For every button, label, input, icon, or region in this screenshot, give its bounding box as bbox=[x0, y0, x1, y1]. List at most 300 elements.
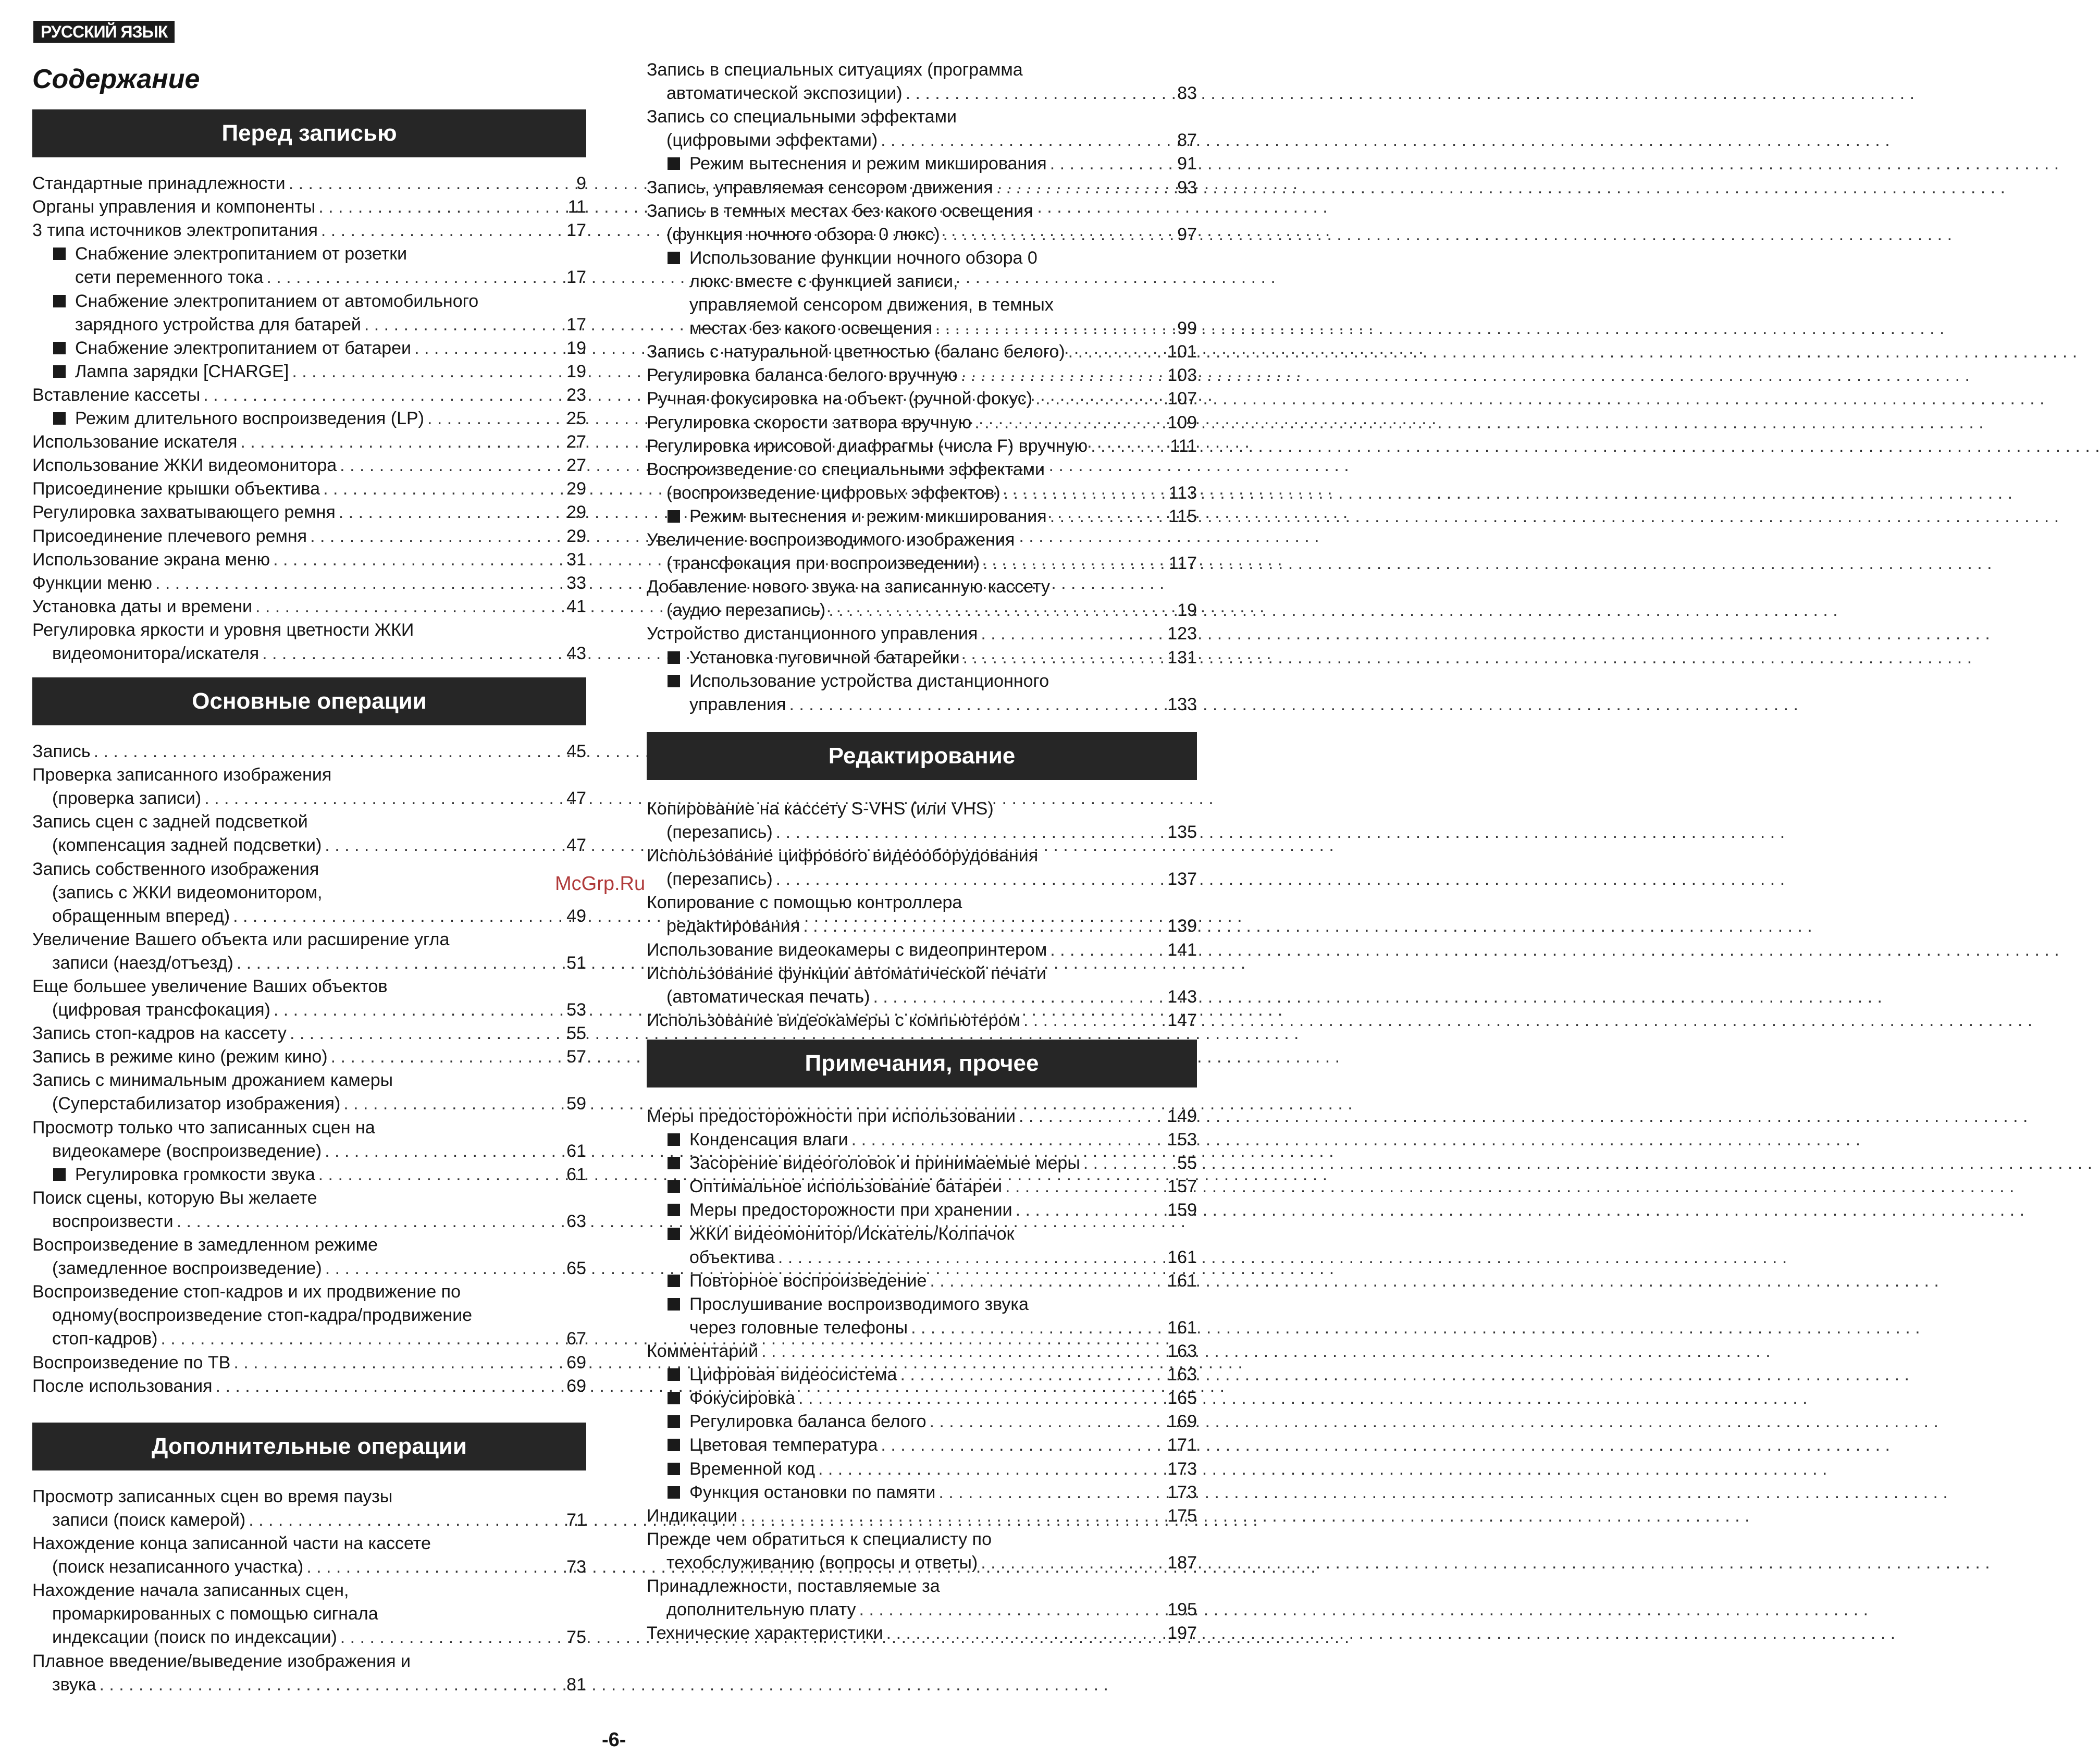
page-ref: 131 bbox=[1167, 647, 1197, 668]
bullet-square-icon bbox=[668, 1368, 680, 1381]
bullet-square-icon bbox=[668, 675, 680, 687]
dot-leader bbox=[1004, 481, 1166, 505]
page-ref: 165 bbox=[1167, 1388, 1197, 1408]
entry-text: Нахождение начала записанных сцен, bbox=[32, 1580, 349, 1601]
entry-text: Использование устройства дистанционного bbox=[689, 671, 1049, 691]
toc-entry bbox=[647, 575, 1197, 622]
toc-entry bbox=[32, 1351, 586, 1375]
toc-entry bbox=[647, 646, 1197, 670]
page-ref: 99 bbox=[1177, 318, 1197, 338]
dot-leader bbox=[911, 1316, 1164, 1340]
toc-entry bbox=[32, 430, 586, 454]
entry-text: Принадлежности, поставляемые за bbox=[647, 1576, 940, 1596]
dot-leader bbox=[851, 1128, 1165, 1152]
bullet-square-icon bbox=[668, 651, 680, 664]
dot-leader bbox=[340, 1626, 558, 1649]
toc-entry bbox=[32, 337, 586, 360]
page-ref: 53 bbox=[566, 1000, 586, 1020]
toc-entry bbox=[647, 670, 1197, 716]
entry-text: (цифровая трансфокация) bbox=[52, 1000, 270, 1020]
entry-text: (поиск незаписанного участка) bbox=[52, 1557, 304, 1577]
toc-entry bbox=[32, 1116, 586, 1163]
entry-text: Снабжение электропитанием от розетки bbox=[75, 244, 407, 264]
dot-leader bbox=[818, 1457, 1164, 1481]
dot-leader bbox=[761, 1340, 1164, 1363]
page-ref: 65 bbox=[566, 1258, 586, 1279]
bullet-square-icon bbox=[668, 1392, 680, 1404]
page-ref: 11 bbox=[567, 197, 586, 217]
dot-leader bbox=[340, 454, 558, 477]
page-ref: 23 bbox=[566, 385, 586, 405]
dot-leader bbox=[325, 1257, 558, 1280]
page-ref: 51 bbox=[566, 953, 586, 973]
entry-text: Увеличение воспроизводимого изображения bbox=[647, 530, 1015, 550]
page-ref: 29 bbox=[566, 479, 586, 499]
dot-leader bbox=[963, 646, 1165, 670]
entry-text: Увеличение Вашего объекта или расширение угла bbox=[32, 929, 450, 949]
page-number: -6- bbox=[602, 1729, 626, 1751]
dot-leader bbox=[789, 693, 1164, 716]
toc-entry bbox=[647, 411, 1197, 435]
entry-text: Добавление нового звука на записанную кассету bbox=[647, 577, 1050, 597]
dot-leader bbox=[981, 622, 1164, 646]
entry-text: Воспроизведение по ТВ bbox=[32, 1352, 231, 1373]
bullet-square-icon bbox=[668, 1133, 680, 1146]
entry-text: управляемой сенсором движения, в темных bbox=[689, 294, 1054, 315]
entry-text: Прежде чем обратиться к специалисту по bbox=[647, 1529, 992, 1549]
page-ref: 87 bbox=[1177, 130, 1197, 151]
entry-text: Запись стоп-кадров на кассету bbox=[32, 1023, 287, 1044]
toc-entry bbox=[647, 105, 1197, 152]
toc-entry bbox=[32, 195, 586, 219]
toc-entry bbox=[647, 1504, 1197, 1528]
entry-text: Запись собственного изображения bbox=[32, 859, 319, 879]
entry-text: Еще большее увеличение Ваших объектов bbox=[32, 977, 388, 996]
bullet-square-icon bbox=[53, 1168, 66, 1181]
bullet-square-icon bbox=[668, 1463, 680, 1475]
toc-entry bbox=[647, 1152, 1197, 1175]
toc-entry bbox=[32, 1280, 586, 1351]
toc-entry bbox=[32, 595, 586, 619]
page-ref: 47 bbox=[566, 788, 586, 809]
entry-text: Использование видеокамеры с компьютером bbox=[647, 1010, 1020, 1030]
entry-text: Воспроизведение в замедленном режиме bbox=[32, 1235, 378, 1255]
dot-leader bbox=[938, 1481, 1164, 1504]
entry-text: Функции меню bbox=[32, 573, 152, 593]
toc-entry bbox=[32, 172, 586, 195]
entry-text: через головные телефоны bbox=[689, 1317, 908, 1338]
entry-text: Устройство дистанционного управления bbox=[647, 624, 978, 644]
toc-entry bbox=[647, 364, 1197, 387]
entry-text: (замедленное воспроизведение) bbox=[52, 1258, 322, 1279]
page-ref: 43 bbox=[566, 643, 586, 663]
entry-text: Запись в темных местах без какого освещения bbox=[647, 201, 1033, 221]
page-ref: 41 bbox=[566, 596, 586, 616]
entry-text: Использование ЖКИ видеомонитора bbox=[32, 455, 337, 476]
page-ref: 153 bbox=[1167, 1130, 1197, 1150]
entry-text: Меры предосторожности при использовании bbox=[647, 1106, 1016, 1126]
dot-leader bbox=[1005, 1175, 1164, 1198]
page-ref: 61 bbox=[566, 1141, 586, 1161]
dot-leader bbox=[881, 1433, 1164, 1457]
entry-text: Запись в специальных ситуациях (программа bbox=[647, 60, 1023, 80]
entry-text: Регулировка яркости и уровня цветности ЖКИ bbox=[32, 620, 414, 640]
page-ref: 135 bbox=[1167, 822, 1197, 842]
dot-leader bbox=[996, 176, 1169, 200]
section-header: Дополнительные операции bbox=[32, 1423, 586, 1470]
dot-leader bbox=[318, 195, 558, 219]
dot-leader bbox=[778, 1246, 1164, 1269]
dot-leader bbox=[318, 1163, 558, 1187]
entry-text: 3 типа источников электропитания bbox=[32, 220, 318, 241]
dot-leader bbox=[364, 313, 558, 337]
page-ref: 147 bbox=[1167, 1010, 1197, 1030]
dot-leader bbox=[266, 266, 558, 289]
page-ref: 73 bbox=[566, 1557, 586, 1577]
dot-leader bbox=[881, 129, 1169, 152]
entry-text: Режим вытеснения и режим микширования bbox=[689, 154, 1047, 174]
entry-text: (автоматическая печать) bbox=[666, 986, 870, 1007]
bullet-square-icon bbox=[53, 365, 66, 378]
toc-entry bbox=[32, 477, 586, 501]
entry-text: (аудио перезапись) bbox=[666, 600, 826, 621]
entry-text: Лампа зарядки [CHARGE] bbox=[75, 361, 289, 381]
bullet-square-icon bbox=[53, 248, 66, 260]
entry-text: промаркированных с помощью сигнала bbox=[52, 1604, 378, 1624]
page-ref: 29 bbox=[566, 502, 586, 523]
page-ref: 19 bbox=[566, 361, 586, 381]
entry-text: Цветовая температура bbox=[689, 1435, 878, 1455]
entry-text: обращенным вперед) bbox=[52, 906, 230, 926]
page-ref: 103 bbox=[1167, 365, 1197, 386]
dot-leader bbox=[803, 914, 1164, 938]
dot-leader bbox=[798, 1387, 1164, 1410]
dot-leader bbox=[1050, 152, 1169, 176]
entry-text: видеокамере (воспроизведение) bbox=[52, 1141, 322, 1161]
dot-leader bbox=[981, 1551, 1164, 1575]
entry-text: Воспроизведение со специальными эффектами bbox=[647, 459, 1045, 479]
toc-entry bbox=[647, 528, 1197, 575]
bullet-square-icon bbox=[668, 157, 680, 170]
entry-text: ЖКИ видеомонитор/Искатель/Колпачок bbox=[689, 1223, 1015, 1244]
dot-leader bbox=[289, 172, 558, 195]
dot-leader bbox=[776, 821, 1165, 844]
entry-text: Поиск сцены, которую Вы желаете bbox=[32, 1188, 317, 1208]
entry-text: Регулировка баланса белого вручную bbox=[647, 365, 958, 386]
bullet-square-icon bbox=[668, 1275, 680, 1287]
page-ref: 81 bbox=[566, 1674, 586, 1695]
entry-text: Запись в режиме кино (режим кино) bbox=[32, 1047, 328, 1067]
dot-leader bbox=[325, 834, 558, 857]
bullet-square-icon bbox=[53, 342, 66, 354]
toc-entry bbox=[647, 340, 1197, 364]
entry-text: Режим вытеснения и режим микширования bbox=[689, 506, 1047, 526]
dot-leader bbox=[961, 364, 1165, 387]
page-title: Содержание bbox=[32, 64, 200, 94]
entry-text: Регулировка ирисовой диафрагмы (числа F) вручную bbox=[647, 436, 1088, 456]
page-ref: 113 bbox=[1168, 483, 1197, 503]
page-ref: 47 bbox=[566, 835, 586, 856]
page-ref: 29 bbox=[566, 526, 586, 546]
toc-entry bbox=[647, 1410, 1197, 1433]
entry-text: (трансфокация при воспроизведении) bbox=[666, 553, 980, 573]
page-ref: 69 bbox=[566, 1376, 586, 1396]
dot-leader bbox=[216, 1375, 558, 1398]
entry-text: техобслуживанию (вопросы и ответы) bbox=[666, 1552, 978, 1573]
toc-entry bbox=[32, 1485, 586, 1532]
entry-text: Цифровая видеосистема bbox=[689, 1365, 897, 1385]
dot-leader bbox=[974, 411, 1164, 435]
dot-leader bbox=[935, 317, 1169, 340]
page-ref: 83 bbox=[1177, 83, 1197, 103]
page-ref: 17 bbox=[566, 267, 586, 288]
entry-text: Присоединение крышки объектива bbox=[32, 479, 320, 499]
dot-leader bbox=[255, 595, 558, 619]
toc-entry bbox=[32, 572, 586, 595]
page-ref: 9 bbox=[576, 174, 586, 193]
entry-text: одному(воспроизведение стоп-кадра/продвижение bbox=[52, 1305, 473, 1326]
entry-text: управления bbox=[689, 694, 786, 714]
dot-leader bbox=[274, 998, 558, 1022]
page-ref: 59 bbox=[566, 1094, 586, 1114]
toc-entry bbox=[647, 938, 1197, 962]
toc-entry bbox=[32, 1650, 586, 1697]
page-ref: 115 bbox=[1168, 506, 1197, 526]
entry-text: Копирование на кассету S-VHS (или VHS) bbox=[647, 799, 994, 819]
dot-leader bbox=[1019, 1105, 1164, 1128]
dot-leader bbox=[306, 1555, 558, 1579]
dot-leader bbox=[943, 223, 1169, 246]
toc-entry bbox=[32, 1579, 586, 1649]
toc-entry bbox=[32, 975, 586, 1022]
entry-text: Копирование с помощью контроллера bbox=[647, 893, 962, 913]
dot-leader bbox=[1050, 505, 1166, 528]
toc-entry bbox=[32, 219, 586, 242]
dot-leader bbox=[237, 951, 558, 975]
page-ref: 159 bbox=[1167, 1200, 1197, 1220]
page-ref: 161 bbox=[1167, 1247, 1197, 1267]
section-header: Примечания, прочее bbox=[647, 1040, 1197, 1087]
toc-entry bbox=[647, 844, 1197, 891]
entry-text: местах без какого освещения bbox=[689, 318, 933, 338]
page-ref: 63 bbox=[566, 1211, 586, 1231]
toc-entry bbox=[32, 1045, 586, 1069]
dot-leader bbox=[1023, 1009, 1164, 1032]
entry-text: видеомонитора/искателя bbox=[52, 643, 260, 663]
page-ref: 93 bbox=[1177, 177, 1197, 197]
entry-text: Оптимальное использование батареи bbox=[689, 1177, 1003, 1197]
dot-leader bbox=[1083, 1152, 1169, 1175]
entry-text: редактирования bbox=[666, 916, 800, 936]
dot-leader bbox=[1091, 435, 1167, 458]
dot-leader bbox=[343, 1092, 558, 1116]
dot-leader bbox=[331, 1045, 558, 1069]
section-header: Редактирование bbox=[647, 732, 1197, 780]
dot-leader bbox=[339, 501, 558, 524]
dot-leader bbox=[249, 1509, 558, 1532]
page-ref: 55 bbox=[566, 1023, 586, 1044]
entry-text: Временной код bbox=[689, 1459, 815, 1479]
entry-text: стоп-кадров) bbox=[52, 1329, 158, 1349]
dot-leader bbox=[1068, 340, 1165, 364]
page-ref: 25 bbox=[566, 409, 586, 428]
entry-text: Технические характеристики bbox=[647, 1623, 883, 1643]
entry-text: Снабжение электропитанием от батареи bbox=[75, 338, 412, 358]
entry-text: Прослушивание воспроизводимого звука bbox=[689, 1294, 1029, 1314]
entry-text: Стандартные принадлежности bbox=[32, 174, 286, 193]
page-ref: 161 bbox=[1167, 1317, 1197, 1338]
page-ref: 163 bbox=[1167, 1365, 1197, 1385]
entry-text: Использование функции ночного обзора 0 bbox=[689, 248, 1037, 268]
dot-leader bbox=[203, 384, 558, 407]
page-ref: 75 bbox=[566, 1627, 586, 1648]
toc-entry bbox=[647, 1528, 1197, 1575]
bullet-square-icon bbox=[668, 1180, 680, 1193]
bullet-square-icon bbox=[668, 1228, 680, 1240]
page-ref: 123 bbox=[1167, 624, 1197, 644]
page-ref: 27 bbox=[566, 432, 586, 452]
page-ref: 31 bbox=[566, 549, 586, 570]
entry-text: Меры предосторожности при хранении bbox=[689, 1200, 1012, 1220]
page-ref: 101 bbox=[1167, 342, 1197, 362]
entry-text: Проверка записанного изображения bbox=[32, 765, 332, 785]
entry-text: сети переменного тока bbox=[75, 267, 264, 288]
bullet-square-icon bbox=[668, 1298, 680, 1311]
toc-entry bbox=[32, 1069, 586, 1116]
entry-text: Вставление кассеты bbox=[32, 385, 201, 405]
dot-leader bbox=[1035, 387, 1164, 411]
toc-entry bbox=[647, 1481, 1197, 1504]
page-ref: 141 bbox=[1167, 940, 1197, 960]
page-ref: 161 bbox=[1167, 1270, 1197, 1291]
entry-text: Запись, управляемая сенсором движения bbox=[647, 177, 993, 197]
entry-text: Запись сцен с задней подсветкой bbox=[32, 812, 308, 832]
toc-entry bbox=[647, 505, 1197, 528]
toc-entry bbox=[647, 1575, 1197, 1622]
toc-entry bbox=[647, 387, 1197, 411]
bullet-square-icon bbox=[668, 510, 680, 523]
page-ref: 111 bbox=[1170, 436, 1197, 456]
toc-entry bbox=[647, 1222, 1197, 1269]
page-ref: 143 bbox=[1167, 986, 1197, 1007]
bullet-square-icon bbox=[53, 412, 66, 425]
page-ref: 197 bbox=[1167, 1623, 1197, 1643]
dot-leader bbox=[204, 787, 558, 810]
entry-text: Ручная фокусировка на объект (ручной фокус) bbox=[647, 389, 1033, 409]
entry-text: объектива bbox=[689, 1247, 775, 1267]
entry-text: Использование функции автоматической печати bbox=[647, 963, 1046, 983]
entry-text: Просмотр только что записанных сцен на bbox=[32, 1117, 375, 1138]
entry-text: (перезапись) bbox=[666, 822, 773, 842]
entry-text: Запись с натуральной цветностью (баланс белого) bbox=[647, 342, 1065, 362]
toc-entry bbox=[647, 246, 1197, 340]
page-ref: 97 bbox=[1177, 224, 1197, 244]
entry-text: (компенсация задней подсветки) bbox=[52, 835, 322, 856]
toc-entry bbox=[647, 1175, 1197, 1198]
toc-entry bbox=[32, 360, 586, 384]
watermark: McGrp.Ru bbox=[555, 873, 646, 895]
page-ref: 137 bbox=[1167, 869, 1197, 889]
toc-entry bbox=[32, 290, 586, 337]
page-ref: 91 bbox=[1177, 154, 1197, 174]
entry-text: Режим длительного воспроизведения (LP) bbox=[75, 409, 425, 428]
entry-text: Снабжение электропитанием от автомобильного bbox=[75, 291, 479, 311]
entry-text: дополнительную плату bbox=[666, 1600, 856, 1620]
toc-entry bbox=[647, 435, 1197, 458]
entry-text: Установка даты и времени bbox=[32, 596, 252, 616]
toc-entry bbox=[32, 1233, 586, 1280]
page-ref: 49 bbox=[566, 906, 586, 926]
dot-leader bbox=[930, 1269, 1164, 1293]
dot-leader bbox=[321, 219, 558, 242]
bullet-square-icon bbox=[53, 295, 66, 307]
entry-text: Регулировка баланса белого bbox=[689, 1412, 927, 1432]
bullet-square-icon bbox=[668, 1439, 680, 1451]
dot-leader bbox=[273, 548, 558, 572]
page-ref: 109 bbox=[1167, 412, 1197, 432]
dot-leader bbox=[160, 1327, 558, 1351]
dot-leader bbox=[233, 905, 558, 928]
entry-text: Воспроизведение стоп-кадров и их продвижение по bbox=[32, 1282, 461, 1302]
toc-entry bbox=[32, 763, 586, 810]
bullet-square-icon bbox=[668, 1486, 680, 1499]
entry-text: После использования bbox=[32, 1376, 213, 1396]
dot-leader bbox=[177, 1210, 558, 1233]
toc-entry bbox=[32, 1375, 586, 1398]
dot-leader bbox=[262, 642, 558, 665]
dot-leader bbox=[776, 868, 1165, 891]
toc-entry bbox=[647, 1269, 1197, 1293]
toc-entry bbox=[32, 1187, 586, 1233]
entry-text: (Суперстабилизатор изображения) bbox=[52, 1094, 341, 1114]
entry-text: Фокусировка bbox=[689, 1388, 796, 1408]
dot-leader bbox=[886, 1622, 1165, 1645]
toc-entry bbox=[647, 58, 1197, 105]
entry-text: Использование цифрового видеооборудования bbox=[647, 846, 1039, 866]
page-ref: 149 bbox=[1167, 1106, 1197, 1126]
page-ref: 187 bbox=[1167, 1552, 1197, 1573]
dot-leader bbox=[906, 82, 1169, 105]
entry-text: записи (поиск камерой) bbox=[52, 1510, 246, 1530]
entry-text: Конденсация влаги bbox=[689, 1130, 848, 1150]
entry-text: Запись с минимальным дрожанием камеры bbox=[32, 1070, 393, 1091]
dot-leader bbox=[325, 1140, 558, 1163]
toc-entry bbox=[32, 454, 586, 477]
page-ref: 163 bbox=[1167, 1341, 1197, 1361]
dot-leader bbox=[99, 1673, 558, 1697]
dot-leader bbox=[292, 360, 558, 384]
entry-text: Нахождение конца записанной части на кассете bbox=[32, 1534, 431, 1554]
toc-entry bbox=[32, 858, 586, 928]
page-ref: 117 bbox=[1168, 553, 1197, 573]
dot-leader bbox=[873, 985, 1164, 1009]
entry-text: Комментарий bbox=[647, 1341, 759, 1361]
page-ref: 173 bbox=[1167, 1482, 1197, 1502]
dot-leader bbox=[290, 1022, 558, 1045]
entry-text: Использование видеокамеры с видеопринтером bbox=[647, 940, 1047, 960]
entry-text: Регулировка скорости затвора вручную bbox=[647, 412, 972, 432]
toc-entry bbox=[647, 1340, 1197, 1363]
page-ref: 173 bbox=[1167, 1459, 1197, 1479]
toc-entry bbox=[647, 1198, 1197, 1222]
entry-text: Регулировка громкости звука bbox=[75, 1164, 315, 1184]
toc-entry bbox=[32, 384, 586, 407]
dot-leader bbox=[427, 407, 558, 430]
entry-text: воспроизвести bbox=[52, 1211, 174, 1231]
bullet-square-icon bbox=[668, 1204, 680, 1216]
page-ref: 17 bbox=[566, 314, 586, 335]
entry-text: Использование искателя bbox=[32, 432, 238, 452]
